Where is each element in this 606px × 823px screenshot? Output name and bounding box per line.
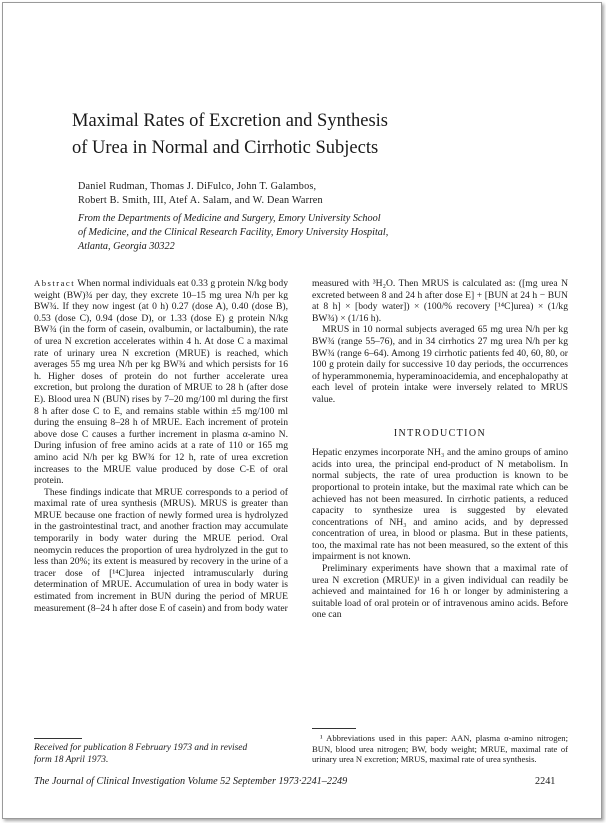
abstract-paragraph-4: MRUS in 10 normal subjects averaged 65 mg urea N/h per kg BW¾ (range 55–76), and in 34 cirrhotics 27 mg urea N/h per kg BW¾ (range 6–64). Among 19 cirrhotic patients fed 40, 60, 80, or 100 g protein daily for successive 10 day periods, the occurrences of hyperammonemia, hyperaminoacidemia, and encephalopathy at each level of protein intake were inversely related to MRUS value. — [312, 324, 568, 405]
authors-line-2: Robert B. Smith, III, Atef A. Salam, and W. Dean Warren — [78, 195, 323, 206]
paper-title — [72, 108, 492, 162]
author-list — [78, 180, 538, 208]
received-note — [34, 743, 294, 766]
footnote-text: ¹ Abbreviations used in this paper: AAN, plasma α-amino nitrogen; BUN, blood urea nitrogen; BW, body weight; MRUE, maximal rate of urinary urea N excretion; MRUS, maximal rate of urea synthesis. — [312, 733, 568, 765]
abstract-paragraph-3: measured with ³H₂O. Then MRUS is calculated as: ([mg urea N excreted between 8 and 24 h after dose E] + [BUN at 24 h − BUN at 8 h] × [body water]) × (100/% recovery [¹⁴C]urea) × (1/kg BW¾) × (1/16 h). — [312, 278, 568, 324]
received-divider — [34, 738, 82, 739]
introduction-paragraph-1: Hepatic enzymes incorporate NH₃ and the amino groups of amino acids into urea, the principal end-product of N metabolism. In normal subjects, the rate of urea production is known to be proportional to protein intake, but the maximal rate which can be achieved has not been measured. In cirrhotic patients, a reduced capacity to synthesize urea is suggested by elevated concentrations of NH₃ and amino acids, and by depressed concentration of urea, in blood or plasma. But in these patients, too, the maximal rate has not been measured, so the extent of this impairment is not known. — [312, 447, 568, 563]
received-line-2: form 18 April 1973. — [34, 754, 109, 765]
introduction-paragraph-2: Preliminary experiments have shown that a maximal rate of urea N excretion (MRUE)¹ in a given individual can readily be achieved and maintained for 16 h or longer by administering a suitable load of oral protein or of intravenous amino acids. Before one can — [312, 563, 568, 621]
affiliation-line-3: Atlanta, Georgia 30322 — [78, 241, 175, 252]
journal-citation: The Journal of Clinical Investigation Volume 52 September 1973·2241–2249 — [34, 776, 348, 787]
affiliation-line-1: From the Departments of Medicine and Surgery, Emory University School — [78, 213, 381, 224]
abstract-paragraph-1 — [34, 278, 288, 487]
introduction-heading: INTRODUCTION — [393, 427, 487, 439]
footnote-divider — [312, 728, 356, 729]
page-number: 2241 — [535, 776, 556, 787]
title-line-1: Maximal Rates of Excretion and Synthesis — [72, 111, 388, 131]
abstract-paragraph-2: These findings indicate that MRUE corresponds to a period of maximal rate of urea synthesis (MRUS). MRUS is greater than MRUE because one fraction of newly formed urea is hydrolyzed in the gastrointestinal tract, and another fraction may accumulate temporarily in body water during the MRUE period. Oral neomycin reduces the proportion of urea hydrolyzed in the gut to less than 20%; its extent is measured by recovery in the urine of a tracer dose of [¹⁴C]urea injected intramuscularly during determination of MRUE. Accumulation of urea in body water is estimated from increment in BUN during the period of MRUE measurement (8–24 h after dose E of casein) and from body water — [34, 486, 288, 614]
affiliation — [78, 212, 538, 254]
right-column — [312, 278, 568, 621]
abstract-label: Abstract — [34, 278, 76, 288]
authors-line-1: Daniel Rudman, Thomas J. DiFulco, John T. Galambos, — [78, 181, 317, 192]
received-line-1: Received for publication 8 February 1973 and in revised — [34, 743, 248, 753]
affiliation-line-2: of Medicine, and the Clinical Research Facility, Emory University Hospital, — [78, 227, 389, 238]
abstract-text-1: When normal individuals eat 0.33 g protein N/kg body weight (BW)¾ per day, they excrete 10–15 mg urea N/h per kg BW¾. If they now ingest (at 0 h) 0.27 (dose A), 0.40 (dose B), 0.53 (dose C), 0.94 (dose D), or 1.33 (dose E) g protein N/kg BW¾ (in the form of casein, ovalbumin, or lactalbumin), the rate of urea N excretion accelerates within 4 h. At dose C a maximal rate of urinary urea N excretion (MRUE) is reached, which averages 55 mg urea N/h per kg BW¾ and which persists for 16 h. Higher doses of protein do not further accelerate urea excretion, but prolong the duration of MRUE to 28 h (after dose E). Blood urea N (BUN) rises by 7–20 mg/100 ml during the first 8 h after dose C to E, and remains stable within ±5 mg/100 ml during the ensuing 8–28 h of MRUE. Each increment of protein above dose C causes a further increment in plasma α-amino N. During infusion of free amino acids at a rate of 110 or 165 mg amino acid N/h per kg BW¾ for 12 h, rate of urea excretion increases to the MRUE value produced by dose C-E of oral protein. — [34, 278, 288, 487]
left-column — [34, 278, 288, 614]
title-line-2: of Urea in Normal and Cirrhotic Subjects — [72, 138, 379, 158]
footnote — [312, 733, 568, 765]
